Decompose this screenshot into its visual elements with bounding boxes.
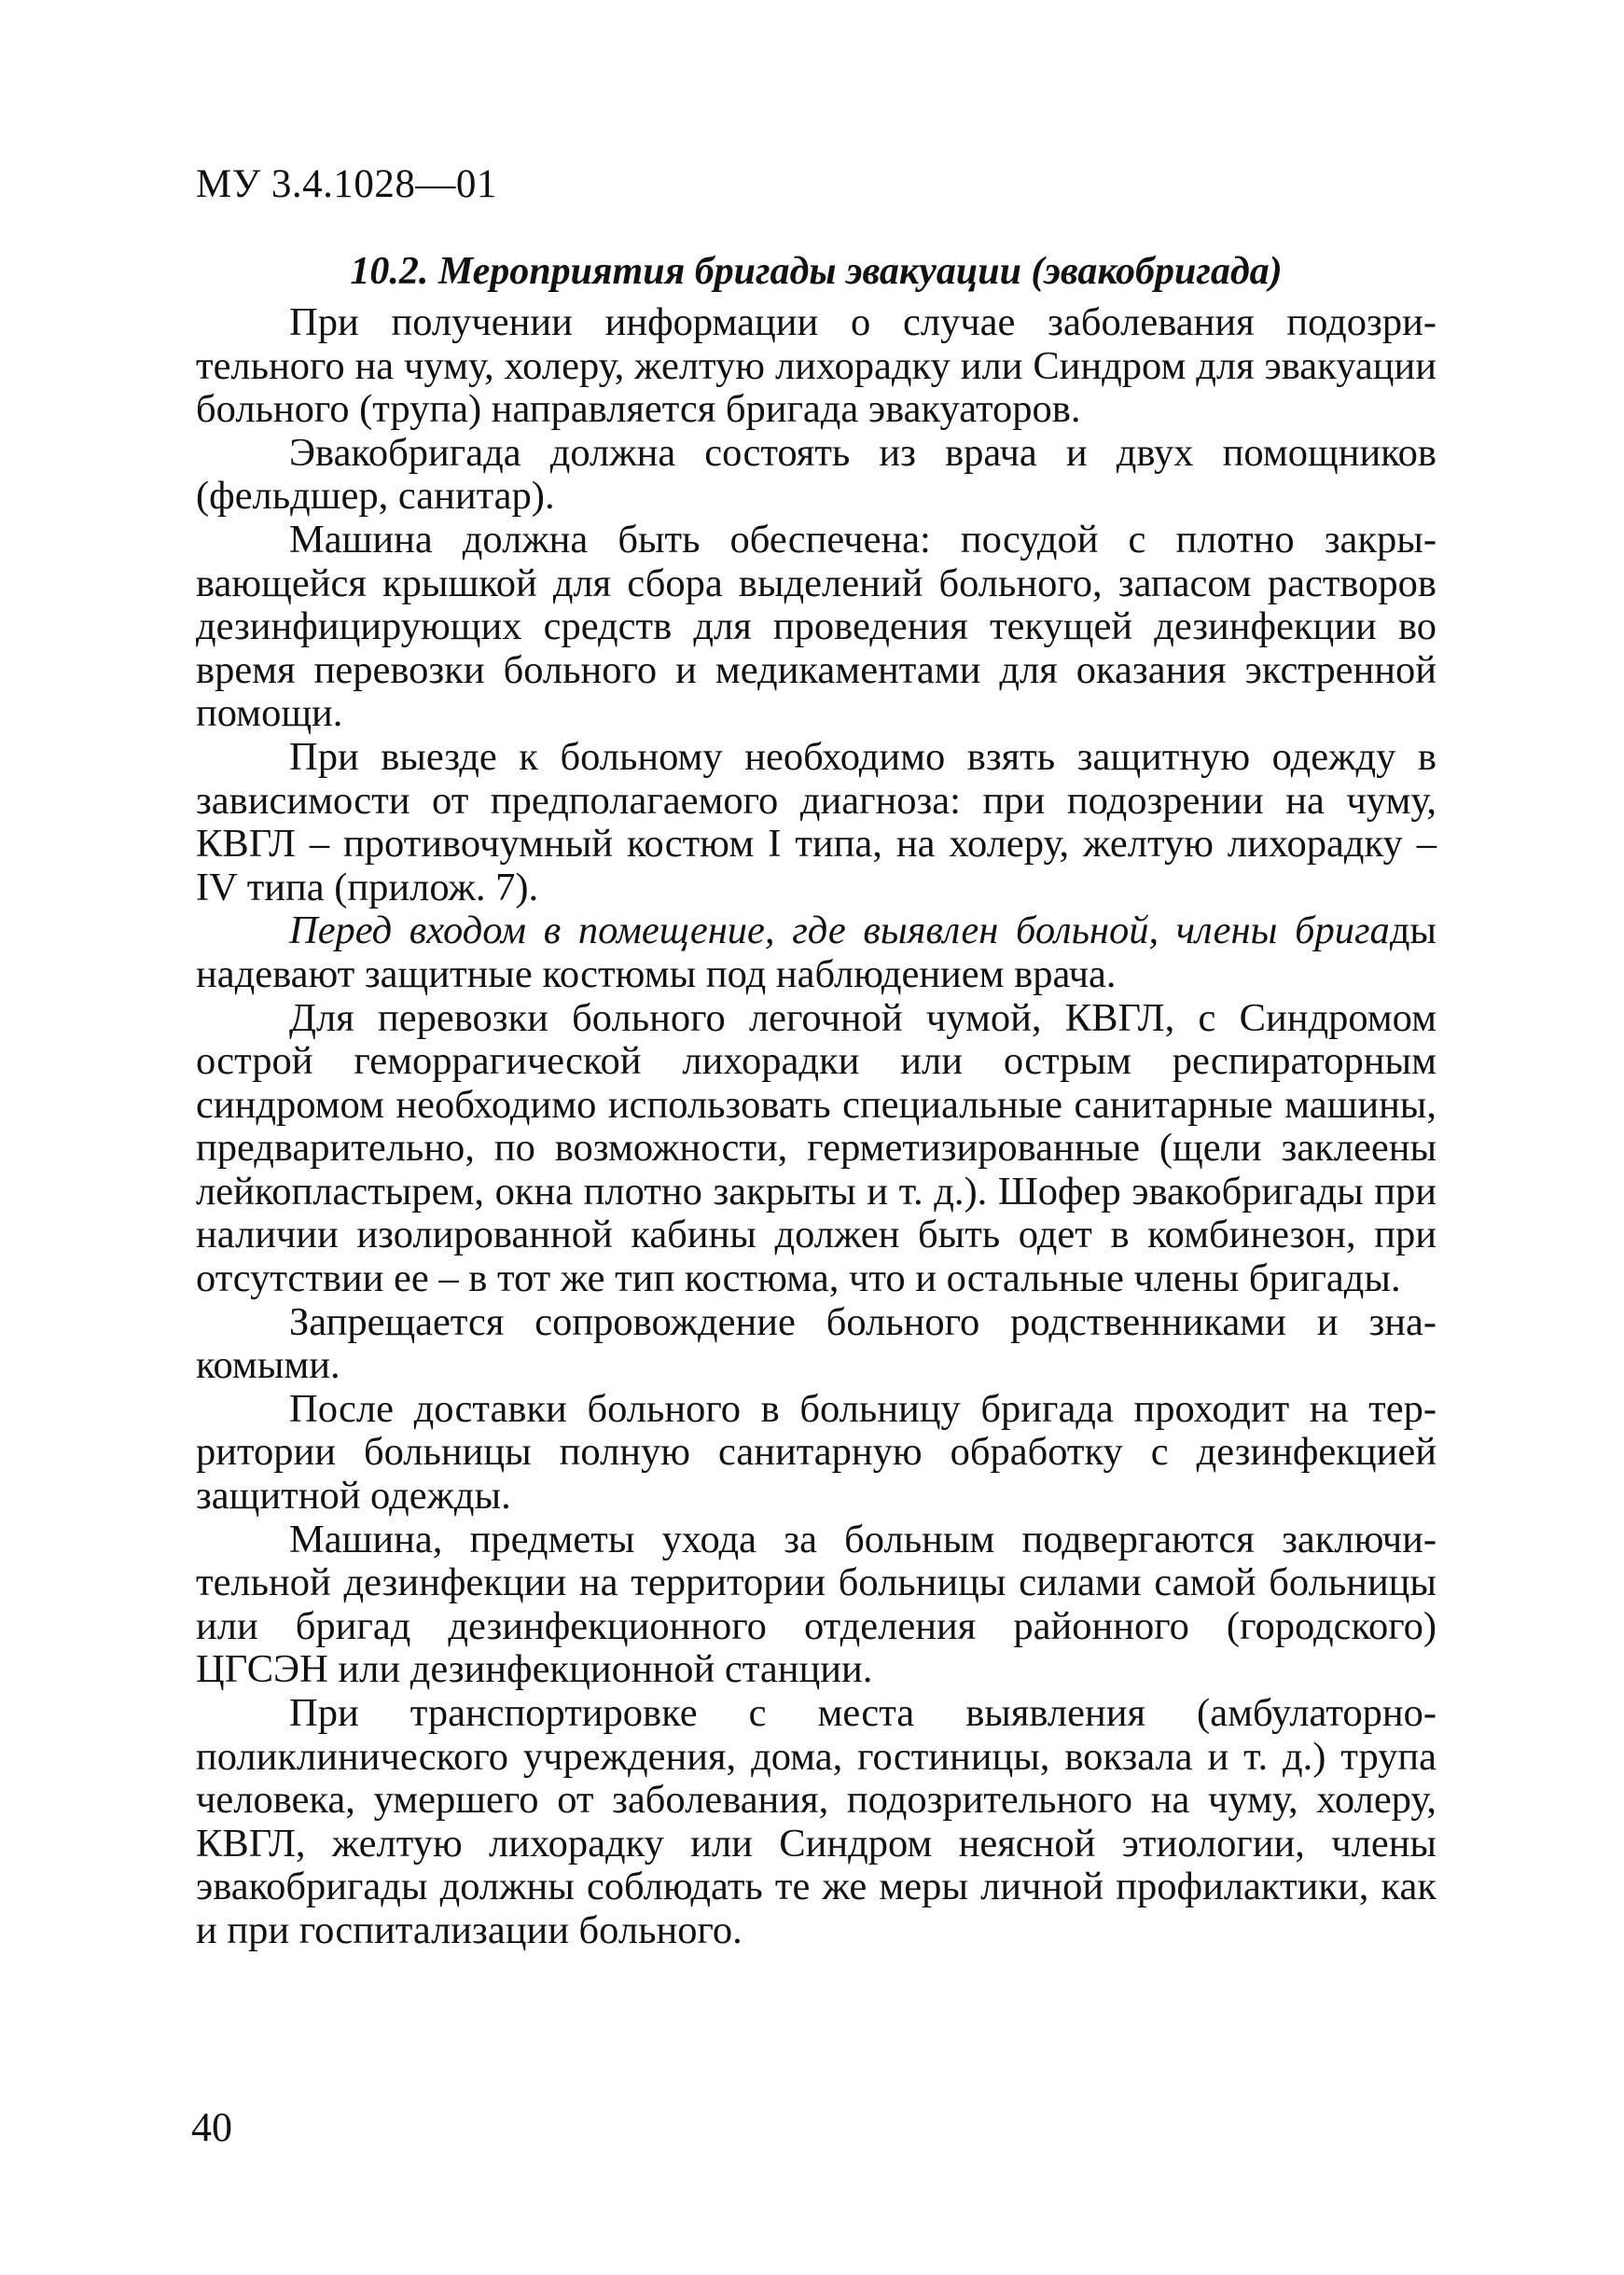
section-title: 10.2. Мероприятия бригады эвакуации (эвакобригада) — [350, 250, 1283, 293]
document-code: МУ 3.4.1028—01 — [196, 162, 497, 206]
paragraph-10: При транспортировке с места выявления (амбулаторно-поликлинического учреждения, дома, гостиницы, вокзала и т. д.) трупа человека, умершего от заболевания, подозрительного на чуму, холеру, КВГЛ, желтую лихорадку или Синдром неясной этиологии, члены эвакобригады должны соблюдать те же меры личной профилактики, как и при госпитализации больного. — [196, 1691, 1437, 1952]
paragraph-4: При выезде к больному необходимо взять защитную одежду в зависимости от предполагаемого диагноза: при подозрении на чуму, КВГЛ – противочумный костюм I типа, на холеру, желтую лихорадку – IV типа (прилож. 7). — [196, 734, 1437, 909]
paragraph-5-italic: Перед входом в помещение, где выявлен больной, члены брига — [289, 909, 1390, 953]
paragraph-3: Машина должна быть обеспечена: посудой с плотно закрывающейся крышкой для сбора выделений больного, запасом растворов дезинфицирующих средств для проведения текущей дезинфекции во время перевозки больного и медикаментами для оказания экстренной помощи. — [196, 517, 1437, 736]
paragraph-5-text: ды надевают защитные костюмы под наблюдением врача. — [196, 909, 1437, 996]
paragraph-2: Эвакобригада должна состоять из врача и двух помощников (фельдшер, санитар). — [196, 430, 1437, 519]
paragraph-6: Для перевозки больного легочной чумой, КВГЛ, с Синдромом острой геморрагической лихорадки или острым респираторным синдромом необходимо использовать специальные санитарные машины, предварительно, по возможности, герметизированные (щели заклеены лейкопластырем, окна плотно закрыты и т. д.). Шофер эвакобригады при наличии изолированной кабины должен быть одет в комбинезон, при отсутствии ее – в тот же тип костюма, что и остальные члены бригады. — [196, 995, 1437, 1301]
paragraph-1: При получении информации о случае заболевания подозрительного на чуму, холеру, желтую лихорадку или Синдром для эвакуации больного (трупа) направляется бригада эвакуаторов. — [196, 300, 1437, 432]
paragraph-5 — [196, 909, 1437, 996]
paragraph-7: Запрещается сопровождение больного родственниками и знакомыми. — [196, 1299, 1437, 1388]
paragraph-8: После доставки больного в больницу бригада проходит на территории больницы полную санитарную обработку с дезинфекцией защитной одежды. — [196, 1386, 1437, 1519]
body-text — [196, 301, 1437, 1953]
page-number: 40 — [191, 2104, 232, 2150]
paragraph-9: Машина, предметы ухода за больным подвергаются заключительной дезинфекции на территории больницы силами самой больницы или бригад дезинфекционного отделения районного (городского) ЦГСЭН или дезинфекционной станции. — [196, 1517, 1437, 1692]
